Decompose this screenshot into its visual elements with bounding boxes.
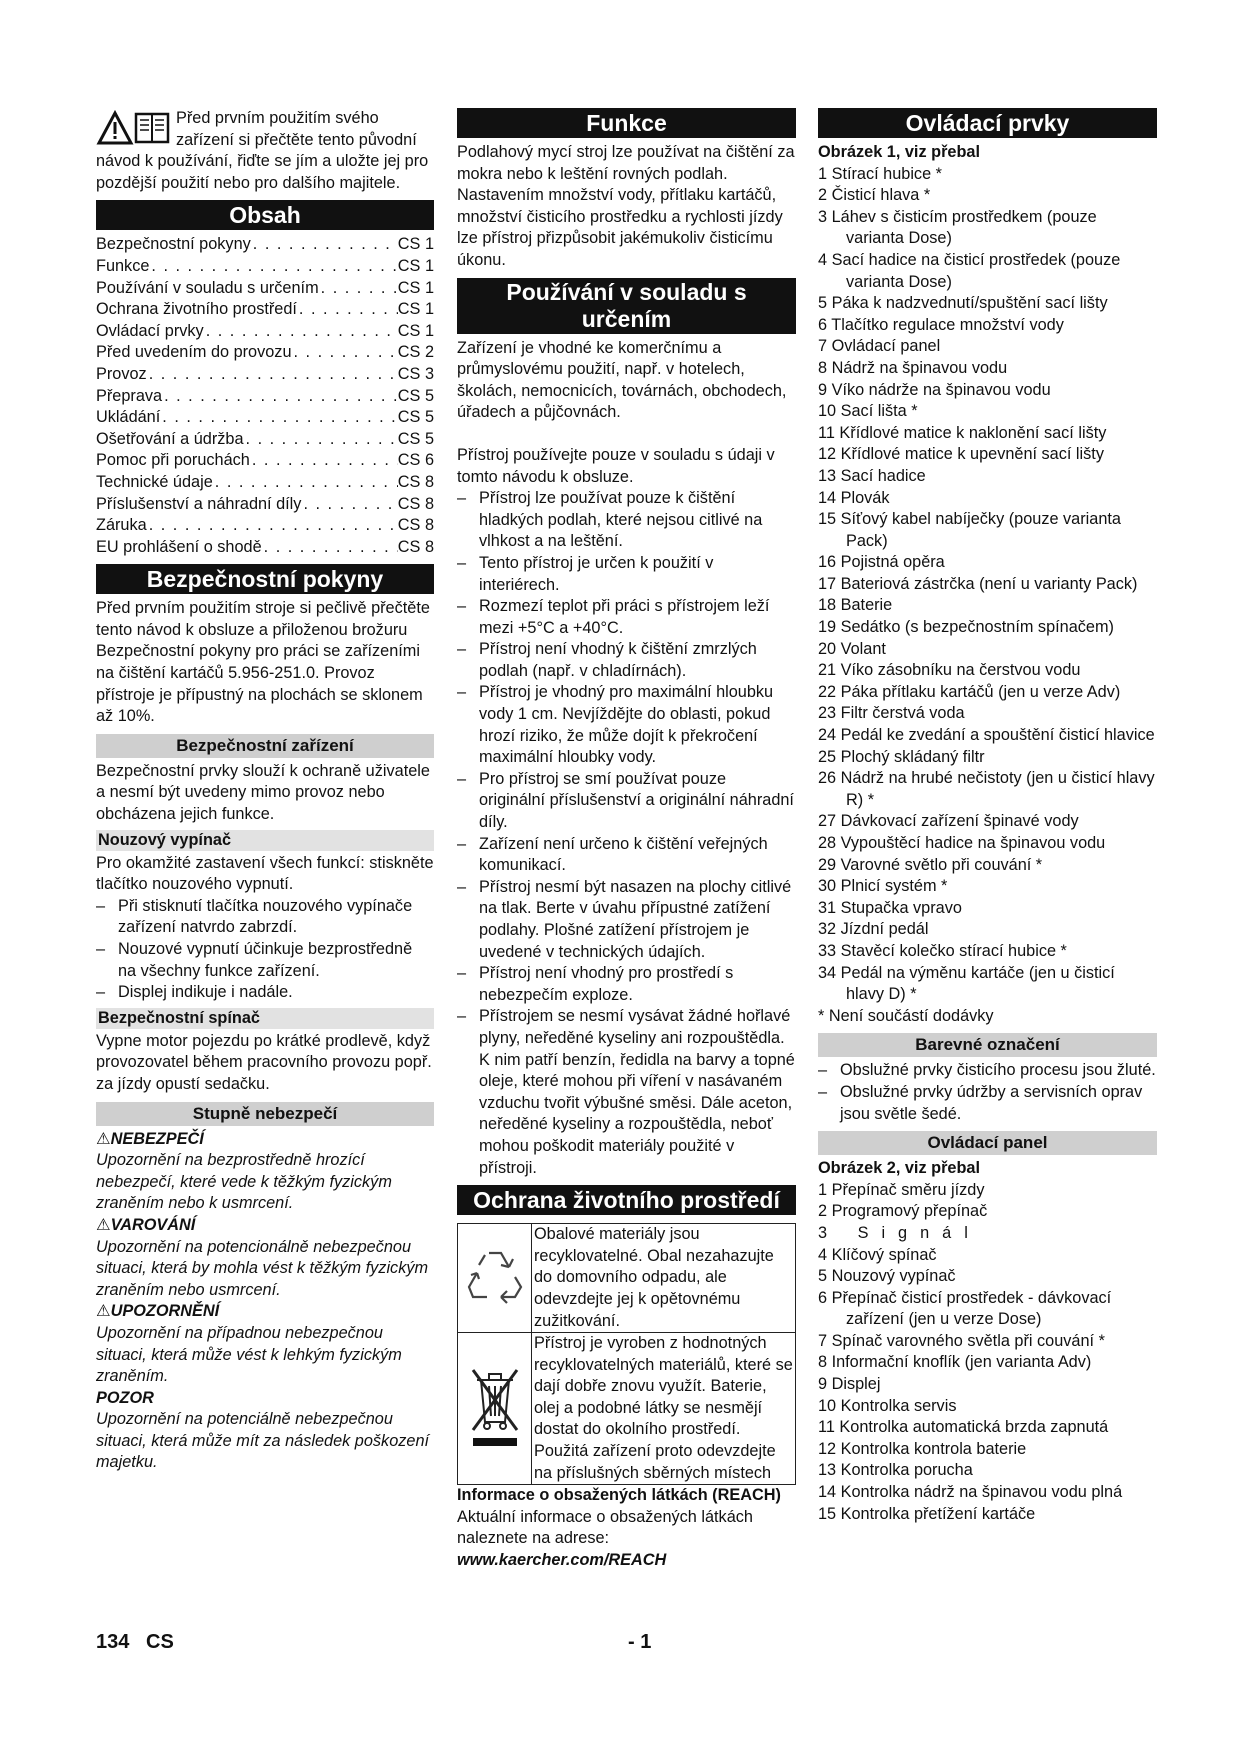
environment-table: [457, 1223, 796, 1485]
list-item: 33 Stavěcí kolečko stírací hubice *: [818, 941, 1067, 960]
danger-text: Upozornění na bezprostředně hrozící nebezpečí, které vede k těžkým fyzickým zraněním nebo k usmrcení.: [96, 1151, 392, 1213]
list-item: – Přístroj lze používat pouze k čištění hladkých podlah, které nejsou citlivé na vlhkost a na leštění.: [457, 488, 796, 553]
list-item: – Zařízení není určeno k čištění veřejných komunikací.: [457, 834, 796, 877]
reach-link[interactable]: www.kaercher.com/REACH: [457, 1551, 667, 1570]
list-item: 1 Přepínač směru jízdy: [818, 1180, 985, 1199]
danger-label: ⚠NEBEZPEČÍ: [96, 1129, 204, 1148]
list-item: 3 Signál: [818, 1223, 981, 1242]
column-right: [818, 108, 1157, 1525]
list-item: 22 Páka přítlaku kartáčů (jen u verze Adv): [818, 682, 1121, 701]
safety-devices-text: Bezpečnostní prvky slouží k ochraně uživatele a nesmí být uvedeny mimo provoz nebo obcházena jejich funkce.: [96, 761, 430, 824]
color-coding-heading: Barevné označení: [818, 1033, 1157, 1057]
toc-item[interactable]: Používání v souladu s určením . . . CS 1: [96, 278, 434, 300]
toc-item[interactable]: Pomoc při poruchách . . . CS 6: [96, 450, 434, 472]
safety-switch-heading: Bezpečnostní spínač: [96, 1008, 434, 1029]
intended-use-heading: Používání v souladu s určením: [457, 278, 796, 334]
list-item: – Pro přístroj se smí používat pouze originální příslušenství a originální náhradní díly.: [457, 769, 796, 834]
reach-text: Aktuální informace o obsažených látkách naleznete na adrese:: [457, 1507, 753, 1548]
list-item: 20 Volant: [818, 639, 886, 658]
list-item: 7 Ovládací panel: [818, 337, 941, 356]
toc-item[interactable]: Ukládání . . . CS 5: [96, 407, 434, 429]
list-item: 29 Varovné světlo při couvání *: [818, 855, 1043, 874]
controls-list-1: [818, 164, 1157, 1006]
list-item: 12 Křídlové matice k upevnění sací lišty: [818, 445, 1104, 464]
list-item: 31 Stupačka vpravo: [818, 898, 962, 917]
safety-switch-text: Vypne motor pojezdu po krátké prodlevě, když provozovatel během pracovního provozu popř. za jízdy opustí sedačku.: [96, 1031, 432, 1093]
list-item: 23 Filtr čerstvá voda: [818, 704, 965, 723]
list-item: – Tento přístroj je určen k použití v interiérech.: [457, 553, 796, 596]
emergency-stop-text: Pro okamžité zastavení všech funkcí: stiskněte tlačítko nouzového vypnutí.: [96, 853, 434, 894]
list-item: 9 Víko nádrže na špinavou vodu: [818, 380, 1051, 399]
list-item: 7 Spínač varovného světla při couvání *: [818, 1331, 1105, 1350]
list-item: 5 Páka k nadzvednutí/spuštění sací lišty: [818, 294, 1108, 313]
list-item: 18 Baterie: [818, 596, 893, 615]
toc-item[interactable]: Přeprava . . . CS 5: [96, 386, 434, 408]
list-item: 12 Kontrolka kontrola baterie: [818, 1439, 1027, 1458]
reach-heading: Informace o obsažených látkách (REACH): [457, 1486, 781, 1505]
function-text: Podlahový mycí stroj lze používat na čištění za mokra nebo k leštění rovných podlah. Nastavením množství vody, přítlaku kartáčů, množství čisticího prostředku a rychlosti jízdy lze přístroj přizpůsobit jakémukoliv čisticímu úkonu.: [457, 143, 795, 269]
safety-text: Před prvním použitím stroje si pečlivě přečtěte tento návod k obsluze a přiloženou brožuru Bezpečnostní pokyny pro práci se zařízeními na čištění kartáčů 5.956-251.0. Provoz přístroje je přípustný na plochách se sklonem až 10%.: [96, 599, 430, 726]
intended-use-text-2: Přístroj používejte pouze v souladu s údaji v tomto návodu k obsluze.: [457, 445, 775, 486]
toc-item[interactable]: Bezpečnostní pokyny . . . CS 1: [96, 234, 434, 256]
warning-label: ⚠VAROVÁNÍ: [96, 1215, 196, 1234]
recycle-text: Obalové materiály jsou recyklovatelné. Obal nezahazujte do domovního odpadu, ale odevzdejte jej k opětovnému zužitkování.: [532, 1224, 796, 1333]
column-left: [96, 108, 434, 1474]
list-item: – Přístroj není vhodný pro prostředí s nebezpečím exploze.: [457, 963, 796, 1006]
list-item: – Přístroj nesmí být nasazen na plochy citlivé na tlak. Berte v úvahu přípustné zatížení podlahy. Plošné zatížení přístrojem je uvedené v technických údajích.: [457, 877, 796, 963]
list-item: 4 Sací hadice na čisticí prostředek (pouze varianta Dose): [818, 250, 1121, 291]
emergency-stop-heading: Nouzový vypínač: [96, 830, 434, 851]
toc-item[interactable]: Před uvedením do provozu . . . CS 2: [96, 342, 434, 364]
toc-item[interactable]: Funkce . . . CS 1: [96, 256, 434, 278]
list-item: 14 Kontrolka nádrž na špinavou vodu plná: [818, 1483, 1123, 1502]
toc-heading: Obsah: [96, 200, 434, 230]
toc-item[interactable]: Záruka . . . CS 8: [96, 515, 434, 537]
list-item: 24 Pedál ke zvedání a spouštění čisticí hlavice: [818, 726, 1155, 745]
controls-list-2: [818, 1180, 1157, 1526]
list-item: 25 Plochý skládaný filtr: [818, 747, 985, 766]
list-item: 13 Kontrolka porucha: [818, 1461, 973, 1480]
toc-item[interactable]: Příslušenství a náhradní díly . . . CS 8: [96, 494, 434, 516]
list-item: – Při stisknutí tlačítka nouzového vypínače zařízení natvrdo zabrzdí.: [96, 896, 434, 939]
list-item: 6 Přepínač čisticí prostředek - dávkovací zařízení (jen u verze Dose): [818, 1288, 1112, 1329]
controls-heading: Ovládací prvky: [818, 108, 1157, 138]
toc-item[interactable]: Technické údaje . . . CS 8: [96, 472, 434, 494]
list-item: – Přístrojem se nesmí vysávat žádné hořlavé plyny, neředěné kyseliny ani rozpouštědla.: [457, 1006, 796, 1049]
list-item: 10 Kontrolka servis: [818, 1396, 957, 1415]
intended-use-text: Zařízení je vhodné ke komerčnímu a průmyslovému použití, např. v hotelech, školách, nemocnicích, továrnách, obchodech, úřadech a půjčovnách.: [457, 338, 787, 422]
list-item: 15 Síťový kabel nabíječky (pouze varianta Pack): [818, 510, 1121, 550]
warning-text: Upozornění na potencionálně nebezpečnou situaci, která by mohla vést k těžkým fyzickým zraněním nebo usmrcení.: [96, 1237, 429, 1299]
safety-heading: Bezpečnostní pokyny: [96, 564, 434, 594]
list-item: – Přístroj je vhodný pro maximální hloubku vody 1 cm. Nevjíždějte do oblasti, pokud hrozí riziko, že může dojít k překročení maximální hloubky vody.: [457, 682, 796, 768]
intro-block: [96, 108, 434, 194]
list-item: 28 Vypouštěcí hadice na špinavou vodu: [818, 834, 1106, 852]
toc-item[interactable]: Ochrana životního prostředí . . . CS 1: [96, 299, 434, 321]
disposal-text: Přístroj je vyroben z hodnotných recyklovatelných materiálů, které se dají dobře znovu využít. Baterie, olej a podobné látky se nesmějí dostat do okolního prostředí. Použitá zařízení proto odevzdejte na příslušných sběrných místech: [532, 1333, 796, 1485]
list-item: 9 Displej: [818, 1375, 881, 1394]
list-item: 2 Čisticí hlava *: [818, 186, 931, 205]
list-item: 5 Nouzový vypínač: [818, 1267, 956, 1286]
list-item: 14 Plovák: [818, 488, 890, 507]
list-item: 8 Nádrž na špinavou vodu: [818, 358, 1008, 377]
list-item: 34 Pedál na výměnu kartáče (jen u čisticí hlavy D) *: [818, 963, 1115, 1004]
list-item: 15 Kontrolka přetížení kartáče: [818, 1504, 1036, 1523]
list-item: 11 Křídlové matice k naklonění sací lišty: [818, 423, 1107, 442]
list-item: 19 Sedátko (s bezpečnostním spínačem): [818, 618, 1114, 637]
list-item: 6 Tlačítko regulace množství vody: [818, 315, 1064, 334]
toc-item[interactable]: Provoz . . . CS 3: [96, 364, 434, 386]
list-item: 17 Bateriová zástrčka (není u varianty Pack): [818, 574, 1138, 593]
list-item: – Displej indikuje i nadále.: [96, 982, 434, 1004]
list-item: – Obslužné prvky čisticího procesu jsou žluté.: [818, 1060, 1157, 1082]
control-panel-heading: Ovládací panel: [818, 1131, 1157, 1155]
environment-heading: Ochrana životního prostředí: [457, 1185, 796, 1215]
figure-1-caption: Obrázek 1, viz přebal: [818, 143, 980, 161]
list-item: – Přístroj není vhodný k čištění zmrzlých podlah (např. v chladírnách).: [457, 639, 796, 682]
caution-text: Upozornění na případnou nebezpečnou situaci, která může vést k lehkým fyzickým zraněním.: [96, 1323, 402, 1386]
list-item: 1 Stírací hubice *: [818, 164, 942, 183]
safety-devices-heading: Bezpečnostní zařízení: [96, 734, 434, 758]
list-item: – Obslužné prvky údržby a servisních oprav jsou světle šedé.: [818, 1082, 1157, 1125]
list-item: 3 Láhev s čisticím prostředkem (pouze varianta Dose): [818, 207, 1097, 248]
list-item: 8 Informační knoflík (jen varianta Adv): [818, 1353, 1092, 1372]
list-item: 10 Sací lišta *: [818, 402, 918, 421]
list-item: 30 Plnicí systém *: [818, 877, 948, 896]
list-item: 13 Sací hadice: [818, 466, 926, 485]
toc-item[interactable]: EU prohlášení o shodě . . . CS 8: [96, 537, 434, 559]
list-item: 26 Nádrž na hrubé nečistoty (jen u čisticí hlavy R) *: [818, 769, 1155, 809]
figure-2-caption: Obrázek 2, viz přebal: [818, 1159, 980, 1178]
list-item: – Rozmezí teplot při práci s přístrojem leží mezi +5°C a +40°C.: [457, 596, 796, 639]
footnote: * Není součástí dodávky: [818, 1006, 994, 1025]
toc-item[interactable]: Ošetřování a údržba . . . CS 5: [96, 429, 434, 451]
list-item: 2 Programový přepínač: [818, 1202, 988, 1221]
warning-manual-icon: [96, 108, 172, 146]
toc-list: [96, 234, 434, 558]
toc-item[interactable]: Ovládací prvky . . . CS 1: [96, 321, 434, 343]
list-item: 16 Pojistná opěra: [818, 553, 945, 572]
list-item-continuation: K nim patří benzín, ředidla na barvy a topné oleje, které mohou při víření v nasávaném vzduchu tvořit výbušné směsi. Dále aceton, neředěné kyseliny a rozpouštědla, neboť mohou poškodit materiály použité v přístroji.: [479, 1050, 795, 1177]
list-item: 32 Jízdní pedál: [818, 920, 929, 939]
crossed-bin-icon: [467, 1360, 523, 1450]
danger-levels-heading: Stupně nebezpečí: [96, 1102, 434, 1126]
page-number: - 1: [628, 1631, 652, 1653]
recycle-icon: [463, 1243, 527, 1307]
function-heading: Funkce: [457, 108, 796, 138]
list-item: 4 Klíčový spínač: [818, 1245, 937, 1264]
page-label: 134 CS: [96, 1631, 174, 1653]
list-item: 21 Víko zásobníku na čerstvou vodu: [818, 661, 1081, 680]
attention-label: POZOR: [96, 1388, 154, 1407]
list-item: 11 Kontrolka automatická brzda zapnutá: [818, 1418, 1109, 1437]
list-item: – Nouzové vypnutí účinkuje bezprostředně na všechny funkce zařízení.: [96, 939, 434, 982]
caution-label: ⚠UPOZORNĚNÍ: [96, 1302, 220, 1321]
attention-text: Upozornění na potenciálně nebezpečnou situaci, která může mít za následek poškození majetku.: [96, 1410, 430, 1472]
list-item: 27 Dávkovací zařízení špinavé vody: [818, 812, 1079, 831]
intro-text: Před prvním použitím svého zařízení si přečtěte tento původní návod k používání, řiďte se jím a uložte jej pro pozdější použití nebo pro dalšího majitele.: [96, 109, 429, 192]
column-middle: [457, 108, 796, 1572]
